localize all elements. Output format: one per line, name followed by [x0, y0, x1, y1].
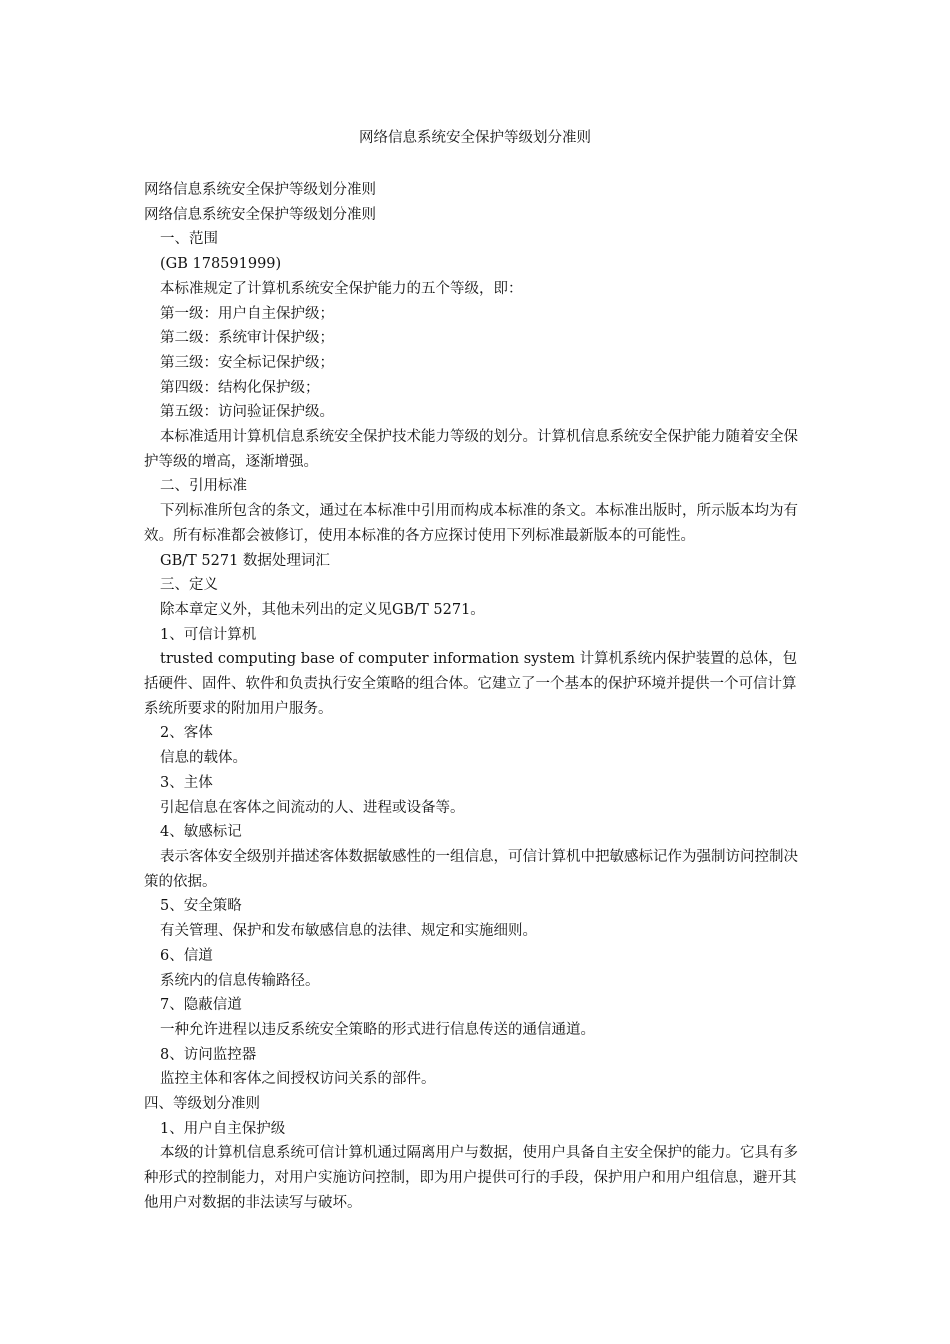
document-line: 二、引用标准: [160, 478, 247, 495]
document-line: 第五级：访问验证保护级。: [160, 404, 334, 421]
document-line: 一、范围: [160, 231, 218, 248]
document-line: 7、隐蔽信道: [160, 997, 242, 1014]
document-line: 系统内的信息传输路径。: [160, 972, 320, 989]
document-line: (GB 178591999): [160, 256, 282, 273]
document-line: 四、等级划分准则: [144, 1096, 260, 1113]
document-line: trusted computing base of computer information system 计算机系统内保护装置的总体，包括硬件、固件、软件和负责执行安全策略的组合体。它建立了一个基本的保护环境并提供一个可信计算系统所要求的附加用户服务。: [144, 651, 798, 717]
document-line: 第一级：用户自主保护级；: [160, 305, 334, 322]
document-line: 8、访问监控器: [160, 1046, 257, 1063]
document-line: 本级的计算机信息系统可信计算机通过隔离用户与数据，使用户具备自主安全保护的能力。它具有多种形式的控制能力，对用户实施访问控制，即为用户提供可行的手段，保护用户和用户组信息，避开其他用户对数据的非法读写与破坏。: [144, 1145, 798, 1211]
document-line: 本标准规定了计算机系统安全保护能力的五个等级，即：: [160, 280, 523, 297]
document-line: 监控主体和客体之间授权访问关系的部件。: [160, 1071, 436, 1088]
document-line: 一种允许进程以违反系统安全策略的形式进行信息传送的通信通道。: [160, 1021, 595, 1038]
document-title: 网络信息系统安全保护等级划分准则: [359, 130, 591, 146]
document-line: 5、安全策略: [160, 898, 242, 915]
document-line: 第三级：安全标记保护级；: [160, 354, 334, 371]
document-line: 3、主体: [160, 774, 213, 791]
document-line: 第二级：系统审计保护级；: [160, 330, 334, 347]
document-line: 本标准适用计算机信息系统安全保护技术能力等级的划分。计算机信息系统安全保护能力随着安全保护等级的增高，逐渐增强。: [144, 429, 798, 470]
document-line: 三、定义: [160, 577, 218, 594]
document-line: 4、敏感标记: [160, 824, 242, 841]
document-line: 网络信息系统安全保护等级划分准则: [144, 206, 376, 223]
document-line: 1、用户自主保护级: [160, 1120, 286, 1137]
document-line: 6、信道: [160, 947, 213, 964]
document-line: 引起信息在客体之间流动的人、进程或设备等。: [160, 799, 465, 816]
document-line: 1、可信计算机: [160, 626, 257, 643]
document-line: 第四级：结构化保护级；: [160, 379, 320, 396]
document-line: 信息的载体。: [160, 750, 247, 767]
document-line: 2、客体: [160, 725, 213, 742]
document-line: 除本章定义外，其他未列出的定义见GB/T 5271。: [160, 601, 485, 618]
document-line: GB/T 5271 数据处理词汇: [160, 552, 330, 569]
document-line: 有关管理、保护和发布敏感信息的法律、规定和实施细则。: [160, 923, 537, 940]
document-line: 网络信息系统安全保护等级划分准则: [144, 182, 376, 198]
document-line: 下列标准所包含的条文，通过在本标准中引用而构成本标准的条文。本标准出版时，所示版本均为有效。所有标准都会被修订，使用本标准的各方应探讨使用下列标准最新版本的可能性。: [144, 503, 798, 544]
document-line: 表示客体安全级别并描述客体数据敏感性的一组信息，可信计算机中把敏感标记作为强制访问控制决策的依据。: [144, 848, 798, 890]
document-body: [144, 178, 808, 1216]
